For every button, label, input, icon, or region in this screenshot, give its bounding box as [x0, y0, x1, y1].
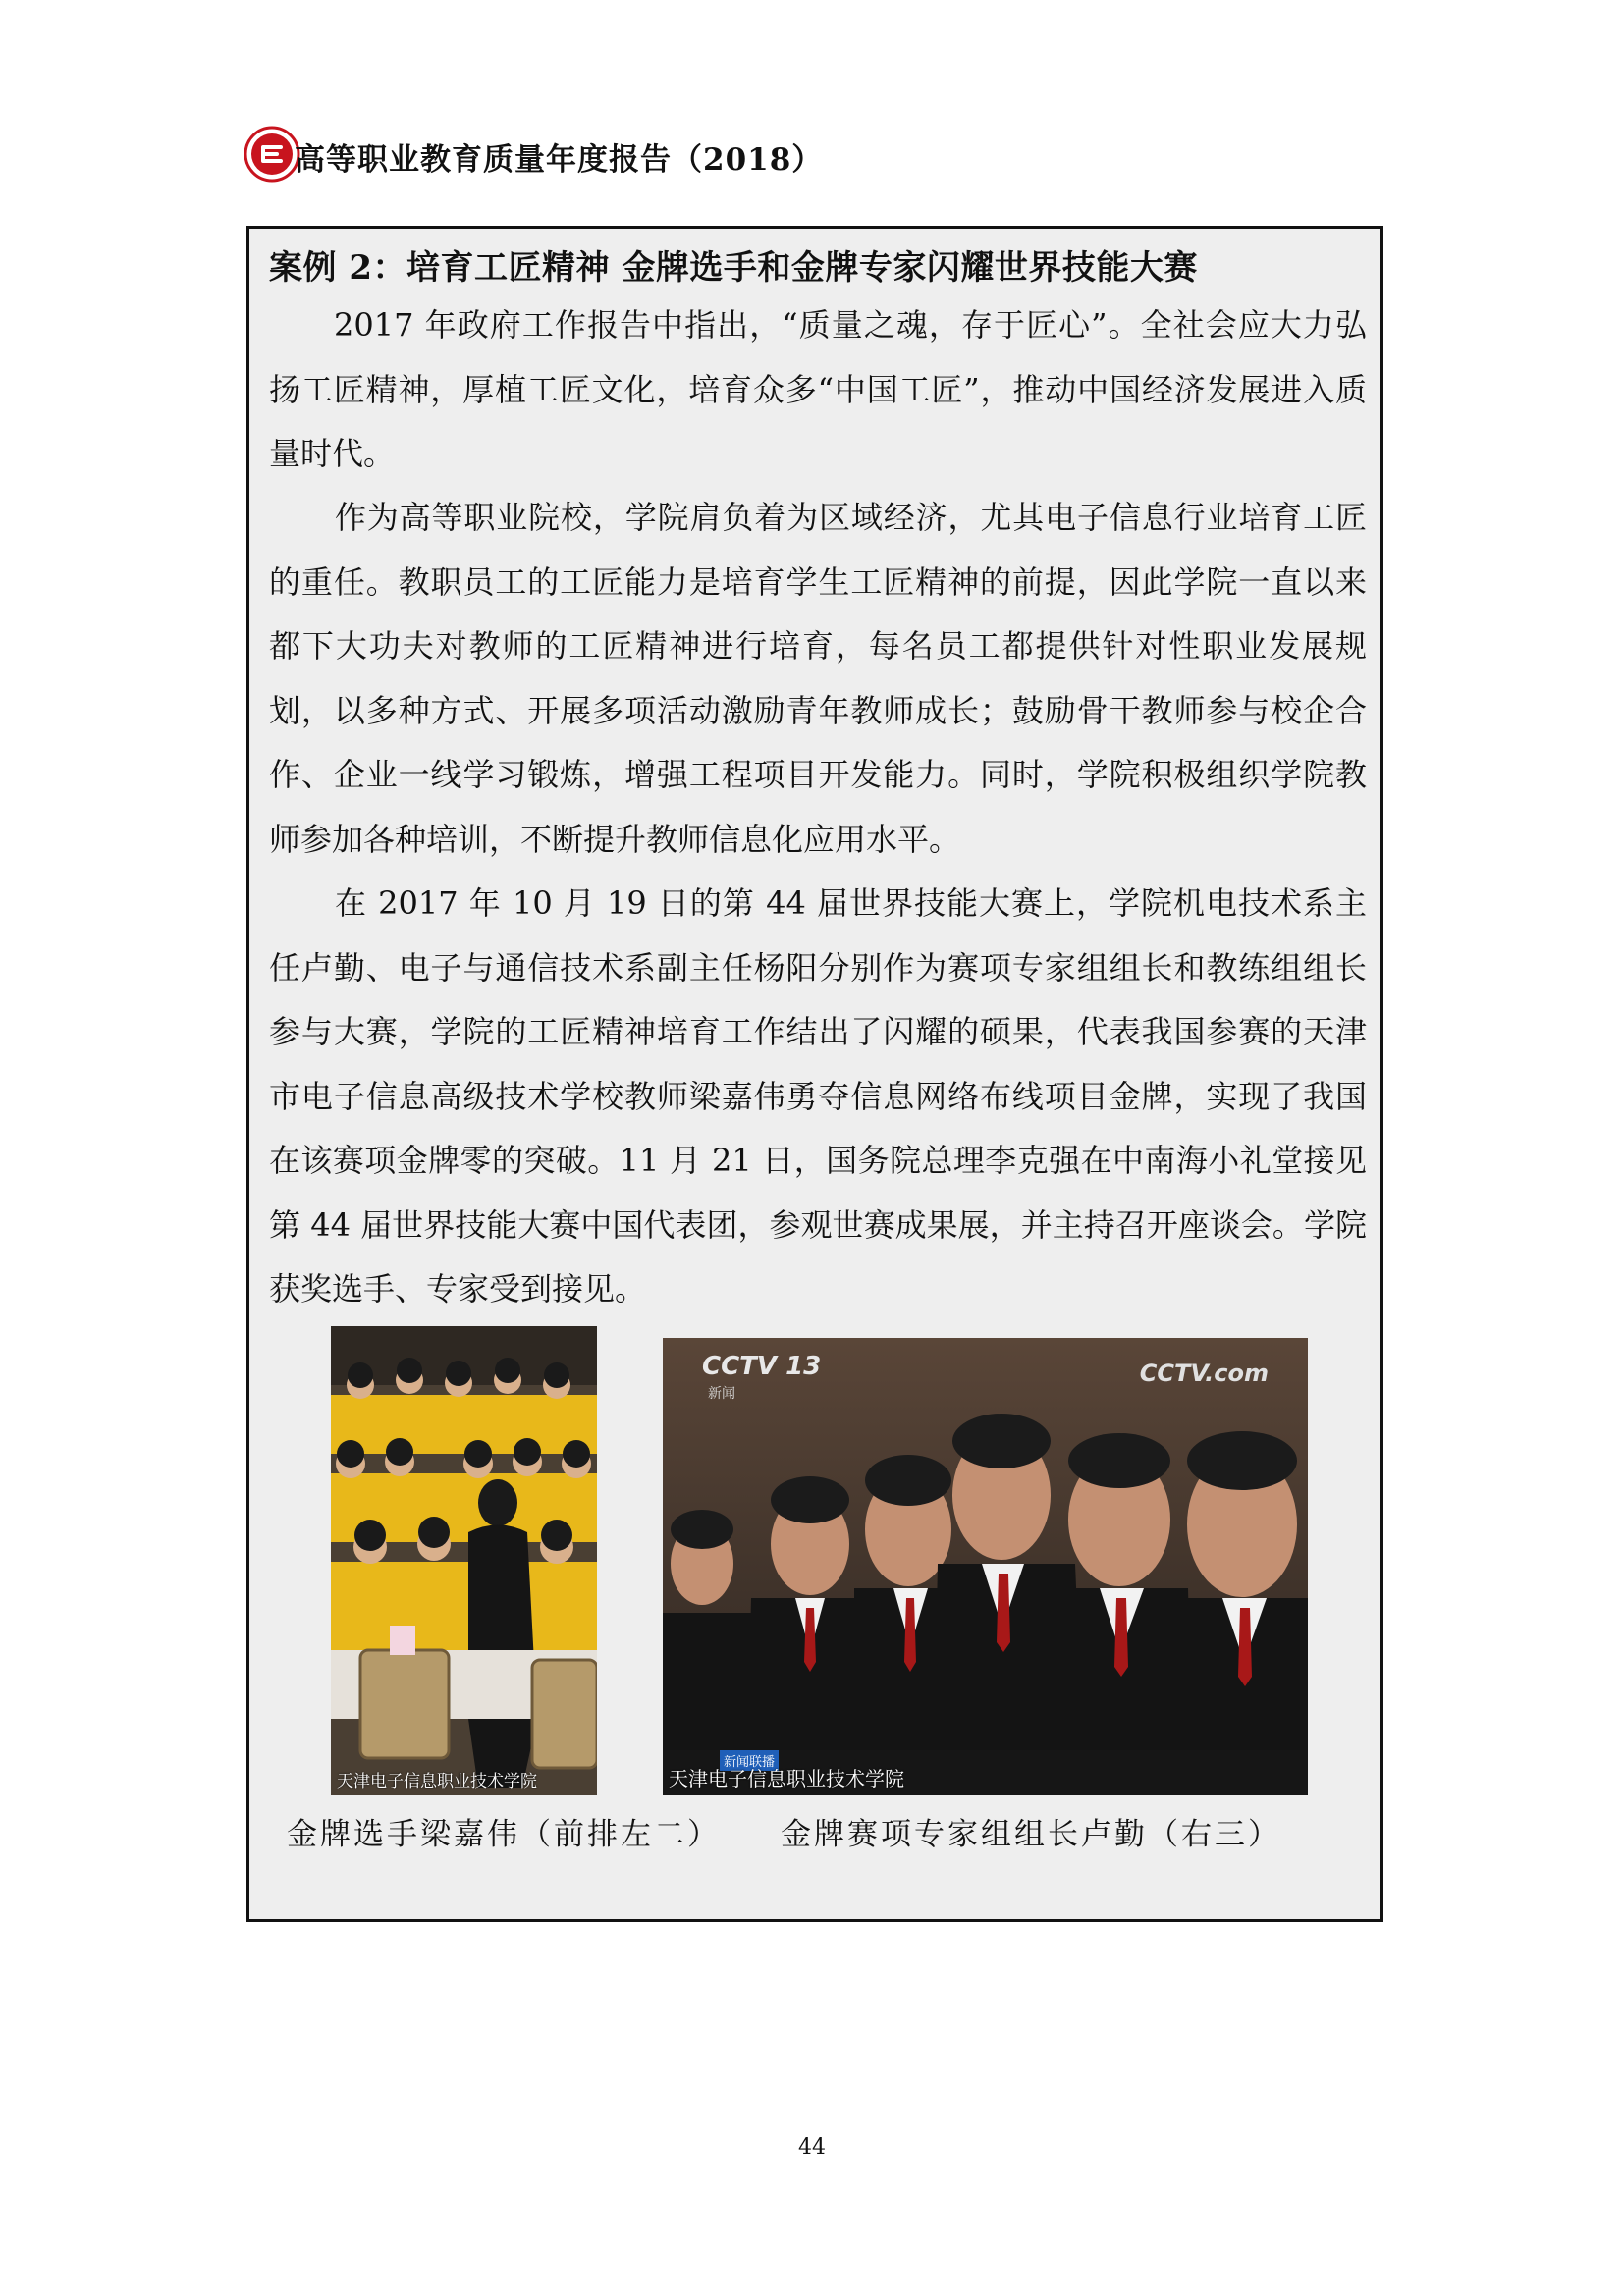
- photo-watermark: 天津电子信息职业技术学院: [669, 1767, 904, 1790]
- photo-caption-2: 金牌赛项专家组组长卢勤（右三）: [781, 1817, 1281, 1852]
- photo-expert-group-leader: [663, 1338, 1308, 1795]
- channel-logo: CCTV 13: [702, 1352, 822, 1381]
- channel-subtitle: 新闻: [708, 1386, 735, 1402]
- news-badge: 新闻联播: [720, 1750, 779, 1771]
- school-emblem-icon: [244, 126, 300, 183]
- photo-watermark: 天津电子信息职业技术学院: [337, 1772, 537, 1791]
- paragraph-2: 作为高等职业院校，学院肩负着为区域经济，尤其电子信息行业培育工匠的重任。教职员工的工匠能力是培育学生工匠精神的前提，因此学院一直以来都下大功夫对教师的工匠精神进行培育，每名员工都提供针对性职业发展规划，以多种方式、开展多项活动激励青年教师成长；鼓励骨干教师参与校企合作、企业一线学习锻炼，增强工程项目开发能力。同时，学院积极组织学院教师参加各种培训，不断提升教师信息化应用水平。: [269, 499, 1367, 858]
- paragraph-1: 2017 年政府工作报告中指出，“质量之魂，存于匠心”。全社会应大力弘扬工匠精神，厚植工匠文化，培育众多“中国工匠”，推动中国经济发展进入质量时代。: [269, 306, 1367, 472]
- page-header: [244, 126, 1382, 187]
- photo-caption-1: 金牌选手梁嘉伟（前排左二）: [287, 1817, 721, 1852]
- photo-gold-medalist: [331, 1326, 597, 1795]
- report-title: 高等职业教育质量年度报告（2018）: [295, 142, 824, 178]
- case-study-box: [246, 226, 1383, 1922]
- case-title: 案例 2：培育工匠精神 金牌选手和金牌专家闪耀世界技能大赛: [269, 248, 1198, 288]
- page-number: 44: [798, 2135, 826, 2160]
- corner-logo: CCTV.com: [1139, 1360, 1269, 1387]
- paragraph-3: 在 2017 年 10 月 19 日的第 44 届世界技能大赛上，学院机电技术系主任卢勤、电子与通信技术系副主任杨阳分别作为赛项专家组组长和教练组组长参与大赛，学院的工匠精神培育工作结出了闪耀的硕果，代表我国参赛的天津市电子信息高级技术学校教师梁嘉伟勇夺信息网络布线项目金牌，实现了我国在该赛项金牌零的突破。11 月 21 日，国务院总理李克强在中南海小礼堂接见第 44 届世界技能大赛中国代表团，参观世赛成果展，并主持召开座谈会。学院获奖选手、专家受到接见。: [269, 884, 1367, 1308]
